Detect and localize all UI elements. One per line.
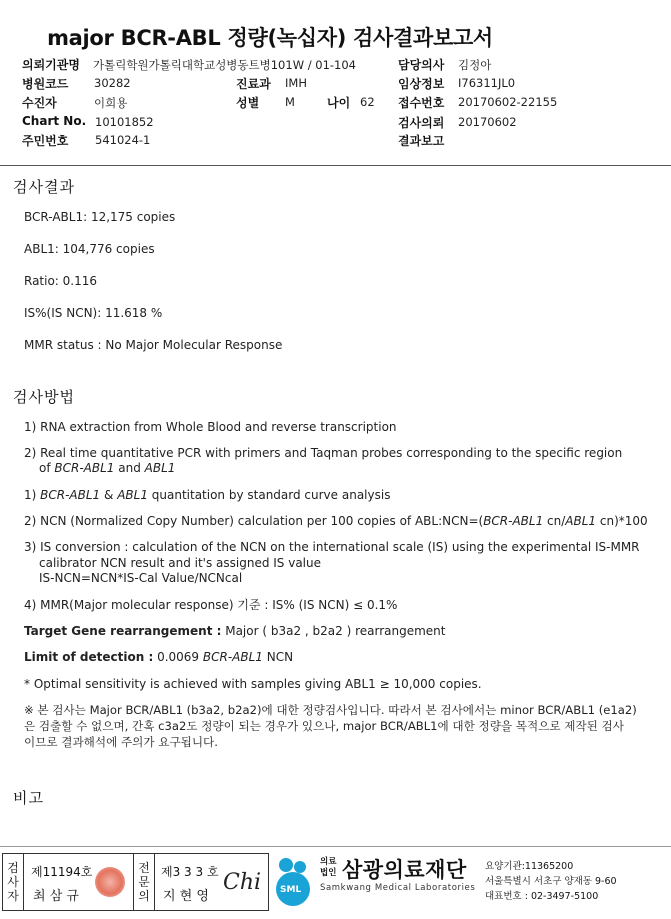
info-label: 담당의사 [398,58,445,72]
method-step: 2) NCN (Normalized Copy Number) calculation per 100 copies of ABL:NCN=(BCR-ABL1 cn/ABL1 cn)*100 [24,514,648,528]
method-step-cont: calibrator NCN result and it's assigned IS value [39,556,321,570]
info-label: 성별 [236,96,260,110]
info-label: 나이 [327,96,351,110]
result-line: ABL1: 104,776 copies [24,242,155,256]
result-line: BCR-ABL1: 12,175 copies [24,210,176,224]
info-value: 30282 [94,76,131,90]
footer [0,851,671,919]
signature: Chi [223,870,262,895]
specialist-label: 문 [138,875,150,889]
info-label: 결과보고 [398,134,445,148]
seal-stamp-icon [95,867,125,897]
info-value: I76311JL0 [458,76,516,90]
tester-label: 검 [7,861,19,875]
org-name: 삼광의료재단 [342,858,467,882]
limit-of-detection: Limit of detection : 0.0069 BCR-ABL1 NCN [24,650,294,664]
org-code: 요양기관:11365200 [485,861,574,872]
info-value: 가톨릭학원가톨릭대학교성병동트병101W / 01-104 [93,58,356,72]
info-value: 20170602-22155 [458,95,558,109]
method-step: 1) RNA extraction from Whole Blood and reverse transcription [24,420,397,434]
info-value: IMH [285,76,307,90]
info-label: 진료과 [236,77,271,91]
result-line: Ratio: 0.116 [24,274,98,288]
method-step-cont: IS-NCN=NCN*IS-Cal Value/NCNcal [39,571,243,585]
specialist-label-cell [133,854,155,910]
info-value: 62 [360,95,375,109]
specialist-license-no: 제3 3 3 호 [161,865,219,879]
signature-box [2,853,269,911]
result-line: MMR status : No Major Molecular Response [24,338,283,352]
logo-mark-text: SML [280,885,302,895]
info-label: 접수번호 [398,96,445,110]
sensitivity-note: * Optimal sensitivity is achieved with samples giving ABL1 ≥ 10,000 copies. [24,677,482,691]
info-label: 의뢰기관명 [22,58,80,72]
method-step: 4) MMR(Major molecular response) 기준 : IS% (IS NCN) ≤ 0.1% [24,598,398,612]
tester-label-cell [3,854,24,910]
result-line: IS%(IS NCN): 11.618 % [24,306,163,320]
tester-label: 자 [7,889,19,903]
specialist-label: 의 [138,889,150,903]
divider [0,165,671,166]
remarks-heading: 비고 [13,789,44,807]
info-value: 10101852 [95,115,154,129]
info-value: 김정아 [458,58,492,72]
info-label: 검사의뢰 [398,116,445,130]
method-step: 3) IS conversion : calculation of the NCN on the international scale (IS) using the experimental IS-MMR [24,540,640,554]
org-prefix: 의료 법인 [320,857,337,878]
results-heading: 검사결과 [13,178,75,196]
specialist-name: 지 현 영 [163,889,209,904]
info-label: 병원코드 [22,77,69,91]
report-title: major BCR-ABL 정량(녹십자) 검사결과보고서 [47,26,493,50]
tester-label: 사 [7,875,19,889]
org-address: 서울특별시 서초구 양재동 9-60 [485,876,617,887]
info-label: 수진자 [22,96,57,110]
info-label: Chart No. [22,114,87,128]
org-english-name: Samkwang Medical Laboratories [320,883,476,893]
method-step: 1) BCR-ABL1 & ABL1 quantitation by standard curve analysis [24,488,391,502]
info-label: 임상정보 [398,77,445,91]
info-value: 이희용 [94,96,128,110]
info-value: 541024-1 [95,133,151,147]
sml-logo-icon [271,855,315,907]
tester-name: 최 삼 규 [33,889,79,904]
org-phone: 대표번호 : 02-3497-5100 [485,891,599,902]
method-step: 2) Real time quantitative PCR with primers and Taqman probes corresponding to the specific region [24,446,623,460]
remark-line: ※ 본 검사는 Major BCR/ABL1 (b3a2, b2a2)에 대한 정량검사입니다. 따라서 본 검사에서는 minor BCR/ABL1 (e1a2) [24,703,637,717]
method-heading: 검사방법 [13,388,75,406]
remark-line: 이므로 결과해석에 주의가 요구됩니다. [24,735,218,749]
info-value: M [285,95,295,109]
tester-license-no: 제11194호 [31,865,93,879]
target-gene: Target Gene rearrangement : Major ( b3a2 , b2a2 ) rearrangement [24,624,446,638]
info-label: 주민번호 [22,134,69,148]
remark-line: 은 검출할 수 없으며, 간혹 c3a2도 정량이 되는 경우가 있으나, major BCR/ABL1에 대한 정량을 목적으로 제작된 검사 [24,719,624,733]
specialist-label: 전 [138,861,150,875]
info-value: 20170602 [458,115,517,129]
divider [0,846,671,847]
method-step-cont: of BCR-ABL1 and ABL1 [39,461,176,475]
